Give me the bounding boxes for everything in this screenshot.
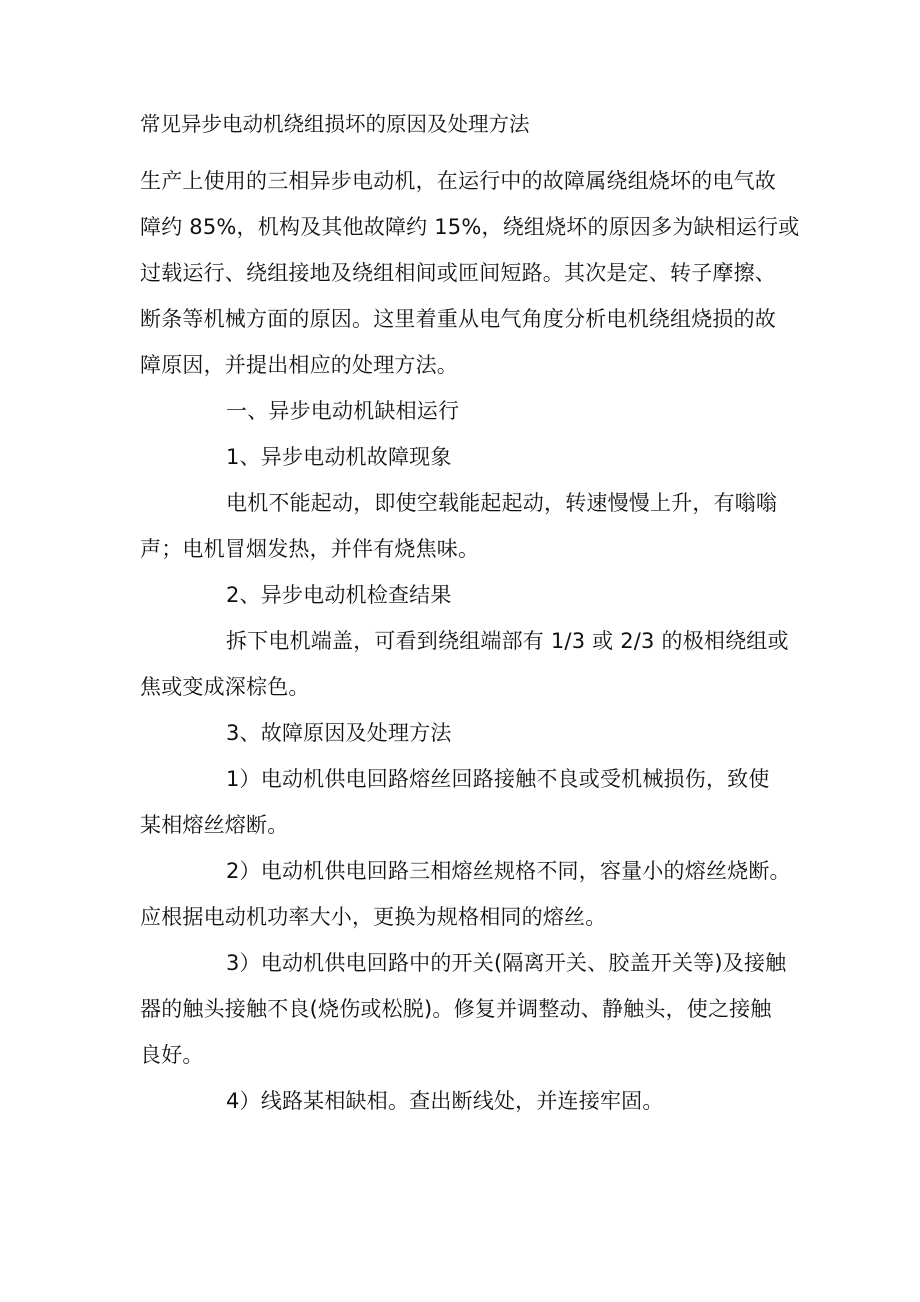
- intro-line: 生产上使用的三相异步电动机，在运行中的故障属绕组烧坏的电气故: [140, 169, 776, 193]
- intro-line: 断条等机械方面的原因。这里着重从电气角度分析电机绕组烧损的故: [140, 307, 776, 331]
- document-body: [140, 112, 800, 1124]
- document-title: 常见异步电动机绕组损坏的原因及处理方法: [140, 112, 530, 136]
- intro-paragraph: [140, 158, 800, 388]
- list-item-3: [140, 940, 800, 1078]
- paragraph-line: 良好。: [140, 1043, 204, 1067]
- list-item-2: [140, 848, 800, 940]
- paragraph-line: 4）线路某相缺相。查出断线处，并连接牢固。: [226, 1089, 664, 1113]
- paragraph-line: 器的触头接触不良(烧伤或松脱)。修复并调整动、静触头，使之接触: [140, 997, 772, 1021]
- list-item-1: [140, 756, 800, 848]
- subsection-heading-2: 2、异步电动机检查结果: [226, 583, 452, 607]
- section-heading: 一、异步电动机缺相运行: [226, 399, 460, 423]
- paragraph-line: 某相熔丝熔断。: [140, 813, 289, 837]
- paragraph-line: 声；电机冒烟发热，并伴有烧焦味。: [140, 537, 480, 561]
- paragraph-line: 电机不能起动，即使空载能起起动，转速慢慢上升，有嗡嗡: [226, 491, 778, 515]
- paragraph-line: 拆下电机端盖，可看到绕组端部有 1/3 或 2/3 的极相绕组或: [226, 629, 789, 653]
- paragraph-line: 2）电动机供电回路三相熔丝规格不同，容量小的熔丝烧断。: [226, 859, 791, 883]
- paragraph-line: 应根据电动机功率大小，更换为规格相同的熔丝。: [140, 905, 607, 929]
- subsection-heading-3: 3、故障原因及处理方法: [226, 721, 452, 745]
- intro-line: 障约 85%，机构及其他故障约 15%，绕组烧坏的原因多为缺相运行或: [140, 215, 800, 239]
- symptom-paragraph: [140, 480, 800, 572]
- list-item-4: [140, 1078, 800, 1124]
- paragraph-line: 3）电动机供电回路中的开关(隔离开关、胶盖开关等)及接触: [226, 951, 787, 975]
- paragraph-line: 1）电动机供电回路熔丝回路接触不良或受机械损伤，致使: [226, 767, 770, 791]
- subsection-heading-1: 1、异步电动机故障现象: [226, 445, 452, 469]
- inspection-paragraph: [140, 618, 800, 710]
- intro-line: 过载运行、绕组接地及绕组相间或匝间短路。其次是定、转子摩擦、: [140, 261, 776, 285]
- paragraph-line: 焦或变成深棕色。: [140, 675, 310, 699]
- intro-line: 障原因，并提出相应的处理方法。: [140, 353, 458, 377]
